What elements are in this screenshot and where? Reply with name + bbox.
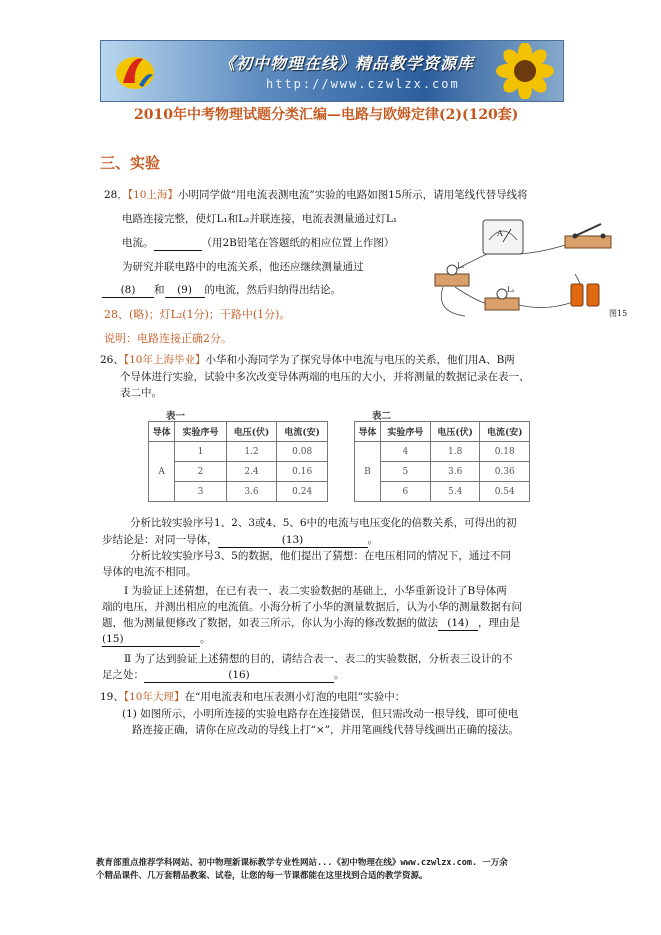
blank-9[interactable]: (9) xyxy=(165,283,205,298)
q26-line-1 xyxy=(100,353,515,367)
q26-para-2b: 。 xyxy=(367,534,378,546)
conductor-cell: B xyxy=(355,442,381,502)
blank-13[interactable]: (13) xyxy=(218,533,368,548)
table-cell: 5 xyxy=(380,462,430,482)
q28-note: 说明：电路连接正确2分。 xyxy=(104,332,232,345)
battery-icon xyxy=(571,284,599,306)
table-cell: 2.4 xyxy=(226,462,277,482)
banner-title: 《初中物理在线》精品教学资源库 xyxy=(219,54,475,73)
q26-para-4: 导体的电流不相同。 xyxy=(102,566,197,578)
blank-15[interactable]: (15) xyxy=(102,632,200,647)
q28-line-1 xyxy=(104,188,528,202)
table-cell: 5.4 xyxy=(430,482,480,502)
q28-line-4: 为研究并联电路中的电流关系，他还应继续测量通过 xyxy=(122,261,364,273)
q26-para-3: 分析比较实验序号3、5的数据，他们提出了猜想：在电压相同的情况下，通过不同 xyxy=(130,550,511,562)
table-2-header-row xyxy=(355,422,530,442)
footer-line-1: 教育部重点推荐学科网站、初中物理新课标教学专业性网站...《初中物理在线》www.czwlzx.com. 一万余 xyxy=(96,858,508,868)
table-header-cell: 电压(伏) xyxy=(430,422,480,442)
table-row xyxy=(149,442,328,462)
table-cell: 0.36 xyxy=(480,462,530,482)
lamp-l2-icon xyxy=(485,286,519,310)
q26-line-2: 个导体进行实验，试验中多次改变导体两端的电压的大小，并将测量的数据记录在表一、 xyxy=(120,371,530,383)
table-cell: 0.54 xyxy=(480,482,530,502)
table-header-cell: 电压(伏) xyxy=(226,422,277,442)
table-cell: 1.2 xyxy=(226,442,277,462)
q28-line-3 xyxy=(122,236,394,251)
q26-para-2 xyxy=(102,533,378,548)
q28-line-5 xyxy=(102,283,341,298)
q28-line-2: 电路连接完整，使灯L₁和L₂并联连接，电流表测量通过灯L₁ xyxy=(122,213,398,225)
table-cell: 3 xyxy=(175,482,226,502)
table-cell: 0.24 xyxy=(277,482,328,502)
sunflower-icon xyxy=(493,43,557,99)
lamp-l1-icon xyxy=(435,262,469,286)
table-1-header-row xyxy=(149,422,328,442)
table-header-cell: 导体 xyxy=(149,422,175,442)
q19-source: 【10年大理】 xyxy=(123,691,185,703)
table-cell: 1 xyxy=(175,442,226,462)
table-2 xyxy=(354,421,530,502)
q26-para-7a: 题，他为测量便修改了数据，如表三所示，你认为小海的修改数据的做法 xyxy=(102,617,438,629)
table-cell: 3.6 xyxy=(430,462,480,482)
document-title: 2010年中考物理试题分类汇编—电路与欧姆定律(2)(120套) xyxy=(134,107,519,123)
table-row xyxy=(355,482,530,502)
blank-8[interactable]: (8) xyxy=(102,283,154,298)
site-banner xyxy=(100,40,564,102)
q26-para-8b: 。 xyxy=(200,633,211,645)
section-heading: 三、实验 xyxy=(100,154,161,172)
conductor-cell: A xyxy=(149,442,175,502)
q28-text-1: 小明同学做“用电流表测电流”实验的电路如图15所示，请用笔线代替导线将 xyxy=(178,189,528,201)
q28-and: 和 xyxy=(154,284,165,296)
lamp-l1-label: L₁ xyxy=(457,262,465,270)
q19-text-1: 在“用电流表和电压表测小灯泡的电阻”实验中： xyxy=(184,691,406,703)
q26-source: 【10年上海毕业】 xyxy=(123,354,206,366)
q26-para-10a: 足之处： xyxy=(102,669,144,681)
table-1-caption: 表一 xyxy=(166,411,186,422)
q26-para-2a: 步结论是：对同一导体， xyxy=(102,534,218,546)
ammeter-icon xyxy=(483,220,523,254)
q28-answer-blank[interactable] xyxy=(154,236,202,251)
table-cell: 0.18 xyxy=(480,442,530,462)
table-cell: 0.16 xyxy=(277,462,328,482)
q26-line-3: 表二中。 xyxy=(120,387,162,399)
q26-para-10 xyxy=(102,668,345,683)
table-row xyxy=(149,462,328,482)
blank-14[interactable]: (14) xyxy=(438,616,478,631)
q26-para-6: 端的电压，并测出相应的电流值。小海分析了小华的测量数据后，认为小华的测量数据有问 xyxy=(102,601,522,613)
q26-text-1: 小华和小海同学为了探究导体中电流与电压的关系，他们用A、B两 xyxy=(205,354,515,366)
table-cell: 1.8 xyxy=(430,442,480,462)
table-cell: 3.6 xyxy=(226,482,277,502)
table-header-cell: 导体 xyxy=(355,422,381,442)
q26-para-9: Ⅱ 为了达到验证上述猜想的目的，请结合表一、表二的实验数据，分析表三设计的不 xyxy=(124,653,513,665)
q26-para-8 xyxy=(102,632,211,647)
switch-icon xyxy=(565,224,611,248)
q28-answer: 28、(略)；灯L₂(1分)；干路中(1分)。 xyxy=(104,308,291,321)
table-header-cell: 实验序号 xyxy=(175,422,226,442)
circuit-figure xyxy=(425,212,645,322)
q19-number: 19、 xyxy=(100,691,124,703)
lamp-l2-label: L₂ xyxy=(507,286,515,294)
q26-para-7 xyxy=(102,616,520,631)
footer-line-2: 个精品课件、几万套精品教案、试卷，让您的每一节课都能在这里找到合适的教学资源。 xyxy=(96,871,428,881)
table-row xyxy=(355,462,530,482)
q28-text-3b: （用2B铅笔在答题纸的相应位置上作图） xyxy=(201,237,395,249)
table-header-cell: 实验序号 xyxy=(380,422,430,442)
q28-text-3a: 电流。 xyxy=(122,237,154,249)
blank-16[interactable]: (16) xyxy=(144,668,334,683)
table-cell: 0.08 xyxy=(277,442,328,462)
q19-line-2: (1) 如图所示，小明所连接的实验电路存在连接错误，但只需改动一根导线，即可使电 xyxy=(122,708,519,720)
q28-source: 【10上海】 xyxy=(127,189,178,201)
table-cell: 6 xyxy=(380,482,430,502)
q26-para-1: 分析比较实验序号1、2、3或4、5、6中的电流与电压变化的倍数关系，可得出的初 xyxy=(130,517,517,529)
q26-para-10b: 。 xyxy=(334,669,345,681)
q26-para-5: Ⅰ 为验证上述猜想，在已有表一、表二实验数据的基础上，小华重新设计了B导体两 xyxy=(124,585,507,597)
table-header-cell: 电流(安) xyxy=(480,422,530,442)
table-1 xyxy=(148,421,328,502)
ammeter-letter: A xyxy=(497,229,503,238)
table-2-caption: 表二 xyxy=(372,411,392,422)
q26-number: 26、 xyxy=(100,354,124,366)
table-header-cell: 电流(安) xyxy=(277,422,328,442)
table-row xyxy=(149,482,328,502)
table-cell: 4 xyxy=(380,442,430,462)
site-logo-icon xyxy=(113,49,157,93)
q26-para-7b: ，理由是 xyxy=(478,617,520,629)
q19-line-3: 路连接正确，请你在应改动的导线上打“×”，并用笔画线代替导线画出正确的接法。 xyxy=(132,724,520,736)
q28-text-5b: 的电流，然后归纳得出结论。 xyxy=(204,284,341,296)
q28-number: 28． xyxy=(104,189,128,201)
banner-url: http://www.czwlzx.com xyxy=(266,77,460,91)
figure-15-label: 图15 xyxy=(609,309,628,318)
table-cell: 2 xyxy=(175,462,226,482)
table-row xyxy=(355,442,530,462)
page-footer xyxy=(96,857,566,883)
q19-line-1 xyxy=(100,690,405,704)
